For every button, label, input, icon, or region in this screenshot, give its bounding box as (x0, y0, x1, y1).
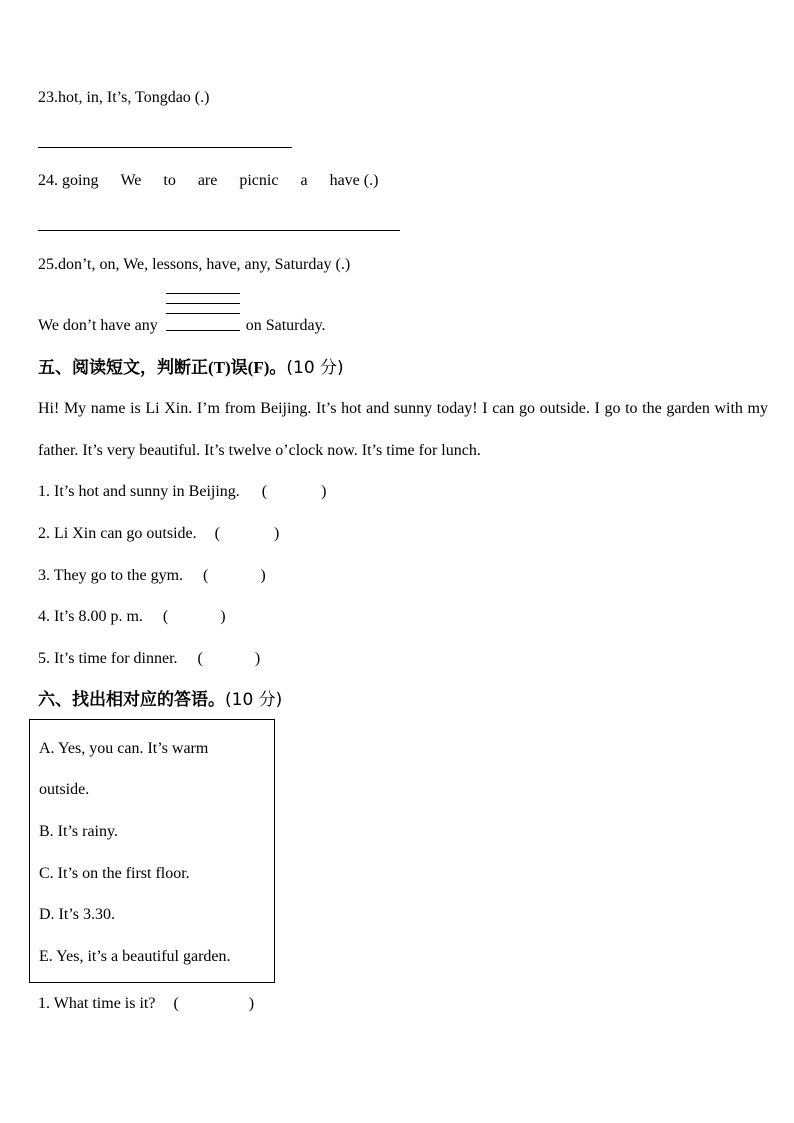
statement-text: 4. It’s 8.00 p. m. (38, 608, 143, 625)
option-c: C. It’s on the first floor. (39, 865, 190, 882)
answer-line-23[interactable] (38, 147, 292, 148)
reading-passage: Hi! My name is Li Xin. I’m from Beijing. It’s hot and sunny today! I can go outside. I go to the garden with my father. It’s very beautiful. It’s twelve o’clock now. It’s time for lunch. (38, 400, 768, 459)
answer-paren[interactable] (173, 994, 254, 1014)
q24-word: We (120, 172, 142, 189)
q24-word: to (163, 172, 176, 189)
statement-text: 2. Li Xin can go outside. (38, 525, 197, 542)
section-5-score: (10 分) (286, 358, 344, 378)
q24-word: picnic (239, 172, 279, 189)
section-5-heading (38, 357, 344, 379)
section-6-score: (10 分) (225, 690, 283, 710)
paren-close: ) (273, 525, 280, 542)
q24-number: 24. (38, 172, 58, 189)
q25-answer-before: We don’t have any (38, 317, 158, 334)
question-23: 23.hot, in, It’s, Tongdao (.) (38, 89, 210, 106)
answer-options-box (29, 719, 275, 983)
q24-word: are (197, 172, 218, 189)
section-6-question-1 (38, 994, 254, 1014)
section-5-title-f: (F) (247, 358, 270, 377)
paren-open: ( (261, 483, 268, 500)
q24-word: have (.) (329, 172, 379, 189)
question-24 (38, 171, 378, 191)
paren-close: ) (248, 995, 255, 1012)
answer-paren[interactable] (262, 482, 327, 502)
q25-answer-blanks[interactable] (166, 316, 240, 336)
paren-close: ) (321, 483, 327, 500)
q25-answer-sentence (38, 316, 326, 336)
answer-line-24[interactable] (38, 230, 400, 231)
paren-close: ) (260, 567, 266, 584)
option-b: B. It’s rainy. (39, 823, 118, 840)
statement-5 (38, 649, 260, 669)
answer-paren[interactable] (163, 607, 226, 627)
question-text: 1. What time is it? (38, 995, 156, 1012)
q24-word: a (300, 172, 308, 189)
answer-paren[interactable] (198, 649, 261, 669)
statement-text: 1. It’s hot and sunny in Beijing. (38, 483, 240, 500)
paren-close: ) (254, 650, 261, 667)
option-a: A. Yes, you can. It’s warm (39, 740, 209, 757)
option-a-continued: outside. (39, 781, 90, 798)
question-25: 25.don’t, on, We, lessons, have, any, Saturday (.) (38, 256, 351, 273)
option-e: E. Yes, it’s a beautiful garden. (39, 948, 231, 965)
answer-paren[interactable] (215, 524, 280, 544)
statement-1 (38, 482, 326, 502)
q24-word: going (62, 172, 99, 189)
statement-3 (38, 566, 266, 586)
paren-close: ) (220, 608, 226, 625)
section-5-title-end: 。 (269, 358, 287, 378)
option-d: D. It’s 3.30. (39, 906, 115, 923)
section-5-title-mid: 误 (230, 358, 248, 378)
answer-paren[interactable] (203, 566, 266, 586)
paren-open: ( (203, 567, 209, 584)
statement-2 (38, 524, 279, 544)
section-5-title-t: (T) (208, 358, 231, 377)
q25-answer-after: on Saturday. (245, 317, 326, 334)
paren-open: ( (197, 650, 203, 667)
paren-open: ( (173, 995, 179, 1012)
paren-open: ( (162, 608, 169, 625)
statement-text: 3. They go to the gym. (38, 567, 184, 584)
section-5-title: 五、阅读短文，判断正 (38, 358, 208, 378)
statement-4 (38, 607, 226, 627)
section-6-title: 六、找出相对应的答语。 (38, 690, 225, 710)
paren-open: ( (214, 525, 220, 542)
statement-text: 5. It’s time for dinner. (38, 650, 178, 667)
section-6-heading (38, 689, 282, 711)
